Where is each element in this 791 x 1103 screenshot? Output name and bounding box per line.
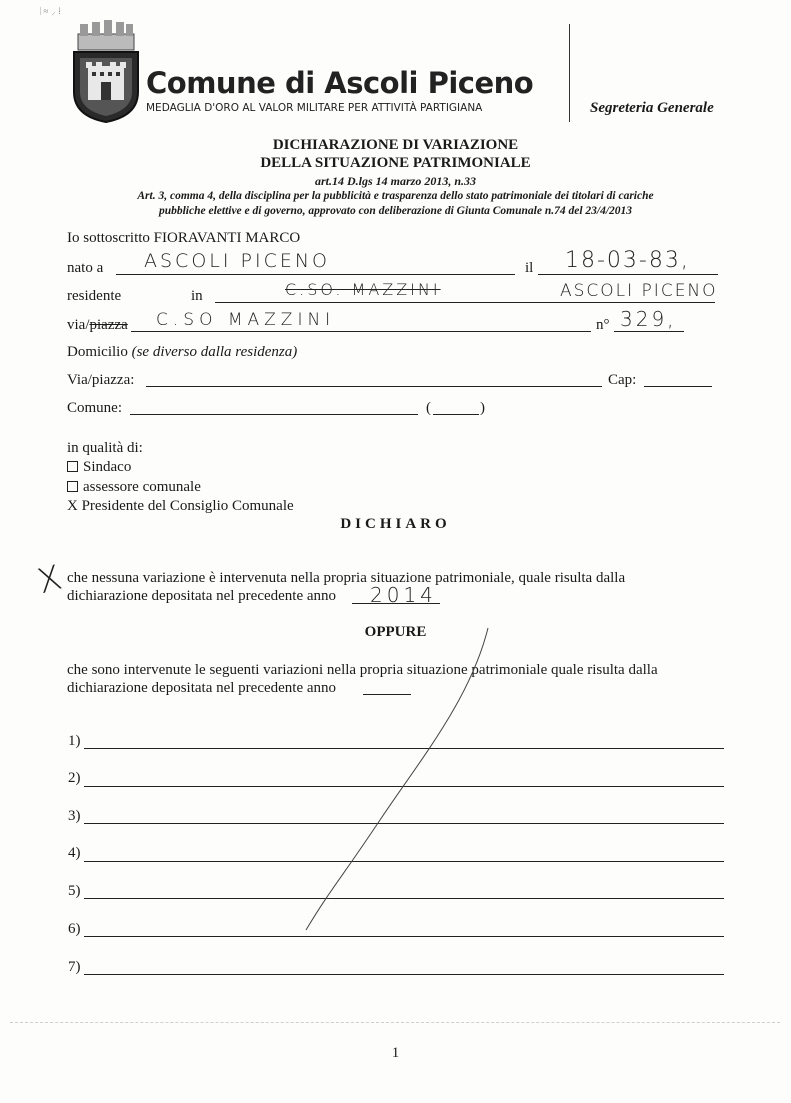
item-field[interactable] xyxy=(84,748,724,749)
legal-ref: art.14 D.lgs 14 marzo 2013, n.33 xyxy=(314,174,477,188)
domicilio-comune-label: Comune: xyxy=(67,400,122,416)
dichiaro-heading: DICHIARO xyxy=(340,516,451,532)
option-a-line1: che nessuna variazione è intervenuta nella propria situazione patrimoniale, quale risulta dalla xyxy=(67,570,626,586)
item-number: 2) xyxy=(68,770,81,786)
option-b-year-field[interactable] xyxy=(363,694,411,695)
residente-label: residente xyxy=(67,288,122,304)
header-divider xyxy=(569,24,570,122)
qualita-option-assessore[interactable] xyxy=(67,479,201,496)
via-label-prefix: via/ xyxy=(67,317,90,333)
art-line-2: pubbliche elettive e di governo, approvato con deliberazione di Giunta Comunale n.74 del 23/4/2013 xyxy=(158,205,633,217)
il-value: 18-03-83, xyxy=(565,248,690,273)
checkbox-assessore[interactable] xyxy=(67,481,78,492)
il-label: il xyxy=(525,260,534,276)
cap-field[interactable] xyxy=(644,386,712,387)
in-label: in xyxy=(191,288,203,304)
cap-label: Cap: xyxy=(608,372,637,388)
domicilio-heading xyxy=(67,344,297,361)
art-line-1: Art. 3, comma 4, della disciplina per la pubblicità e trasparenza dello stato patrimoniale dei titolari di cariche xyxy=(137,190,654,202)
intro-line: Io sottoscritto FIORAVANTI MARCO xyxy=(67,230,301,246)
item-field[interactable] xyxy=(84,786,724,787)
num-line xyxy=(614,331,684,332)
nato-label: nato a xyxy=(67,260,104,276)
item-number: 3) xyxy=(68,808,81,824)
qualita-option-sindaco-label: Sindaco xyxy=(83,459,132,475)
option-a-mark: X xyxy=(33,557,67,603)
item-number: 6) xyxy=(68,921,81,937)
prov-field[interactable] xyxy=(433,414,479,415)
num-value: 329, xyxy=(620,307,677,331)
doc-title-1: DICHIARAZIONE DI VARIAZIONE xyxy=(272,137,519,153)
qualita-option-assessore-label: assessore comunale xyxy=(83,479,201,495)
domicilio-label: Domicilio xyxy=(67,344,128,360)
domicilio-via-label: Via/piazza: xyxy=(67,372,135,388)
item-number: 7) xyxy=(68,959,81,975)
residente-value: ASCOLI PICENO xyxy=(560,281,718,301)
residente-struck: C.SO. MAZZINI xyxy=(285,280,441,299)
coat-of-arms-emblem xyxy=(72,12,140,124)
oppure-heading: OPPURE xyxy=(364,624,427,640)
residente-line xyxy=(215,302,715,303)
qualita-option-presidente[interactable]: X Presidente del Consiglio Comunale xyxy=(67,498,294,514)
num-label: n° xyxy=(596,317,610,333)
item-field[interactable] xyxy=(84,861,724,862)
nato-line xyxy=(116,274,515,275)
option-b-line1: che sono intervenute le seguenti variazioni nella propria situazione patrimoniale quale risulta dalla xyxy=(67,662,658,678)
checkbox-sindaco[interactable] xyxy=(67,461,78,472)
qualita-option-sindaco[interactable] xyxy=(67,459,131,476)
page-number: 1 xyxy=(391,1045,400,1061)
domicilio-note: (se diverso dalla residenza) xyxy=(131,344,298,360)
via-value: C.SO MAZZINI xyxy=(156,310,336,330)
ufficio-label: Segreteria Generale xyxy=(590,100,714,116)
item-field[interactable] xyxy=(84,823,724,824)
item-field[interactable] xyxy=(84,936,724,937)
il-line xyxy=(538,274,718,275)
option-a-year: 2014 xyxy=(370,583,437,607)
via-label xyxy=(67,317,128,334)
domicilio-comune-field[interactable] xyxy=(130,414,418,415)
item-field[interactable] xyxy=(84,974,724,975)
option-b-line2: dichiarazione depositata nel precedente anno xyxy=(67,680,337,696)
item-number: 1) xyxy=(68,733,81,749)
domicilio-via-field[interactable] xyxy=(146,386,602,387)
via-label-struck: piazza xyxy=(89,317,128,333)
doc-title-2: DELLA SITUAZIONE PATRIMONIALE xyxy=(260,155,531,171)
item-field[interactable] xyxy=(84,898,724,899)
option-a-line2: dichiarazione depositata nel precedente anno xyxy=(67,588,337,604)
comune-title: Comune di Ascoli Piceno xyxy=(146,66,534,100)
prov-close: ) xyxy=(480,400,485,416)
item-number: 5) xyxy=(68,883,81,899)
prov-open: ( xyxy=(426,400,431,416)
via-line xyxy=(131,331,591,332)
qualita-label: in qualità di: xyxy=(67,440,143,456)
nato-value: ASCOLI PICENO xyxy=(144,250,331,272)
scan-artifact-line xyxy=(10,1022,780,1023)
item-number: 4) xyxy=(68,845,81,861)
medaglia-subtitle: MEDAGLIA D'ORO AL VALOR MILITARE PER ATTIVITÀ PARTIGIANA xyxy=(146,102,483,114)
scan-marks: ᛁ≈ ⸝ ⁞ xyxy=(38,6,61,16)
